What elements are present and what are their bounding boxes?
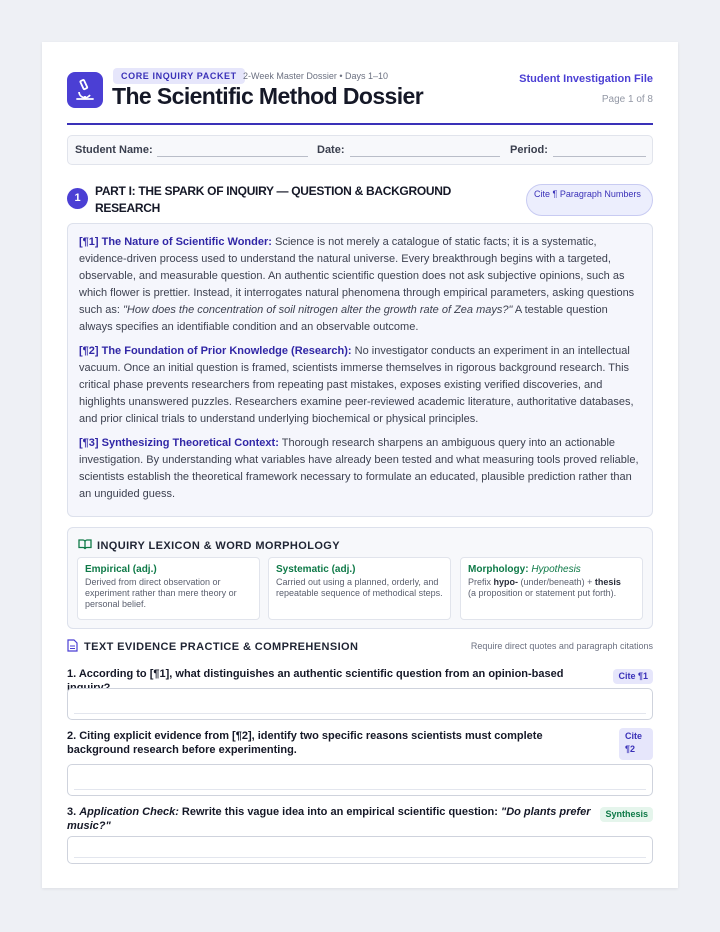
definition-text: (a proposition or statement put forth). bbox=[468, 588, 617, 598]
date-field[interactable] bbox=[350, 156, 500, 157]
lexicon-title: INQUIRY LEXICON & WORD MORPHOLOGY bbox=[97, 539, 340, 552]
term: Empirical (adj.) bbox=[85, 564, 157, 575]
section-header bbox=[67, 183, 653, 219]
paragraph-2 bbox=[79, 343, 641, 428]
student-info-row bbox=[67, 135, 653, 165]
lexicon-card-systematic bbox=[268, 557, 451, 620]
answer-box-3[interactable] bbox=[67, 836, 653, 864]
lexicon-card-empirical bbox=[77, 557, 260, 620]
cite-tag-text: ¶2 bbox=[625, 744, 636, 754]
paragraph-heading: [¶3] Synthesizing Theoretical Context: bbox=[79, 437, 279, 449]
evidence-note: Require direct quotes and paragraph citations bbox=[470, 641, 653, 651]
prefix-root: hypo- bbox=[493, 577, 519, 587]
answer-box-1[interactable] bbox=[67, 688, 653, 720]
paragraph-quote: "How does the concentration of soil nitrogen alter the growth rate of Zea mays?" bbox=[123, 304, 513, 316]
paragraph-1 bbox=[79, 234, 641, 336]
dossier-subtitle: 2-Week Master Dossier • Days 1–10 bbox=[243, 71, 389, 81]
evidence-heading bbox=[67, 639, 358, 655]
morphology-word: Hypothesis bbox=[531, 564, 581, 575]
open-book-icon bbox=[78, 538, 92, 553]
answer-box-2[interactable] bbox=[67, 764, 653, 796]
question-text: Rewrite this vague idea into an empirical scientific question: bbox=[178, 806, 501, 818]
evidence-header bbox=[67, 639, 653, 655]
evidence-title: TEXT EVIDENCE PRACTICE & COMPREHENSION bbox=[84, 641, 359, 653]
file-label: Student Investigation File bbox=[519, 73, 653, 85]
period-field[interactable] bbox=[553, 156, 646, 157]
microscope-icon bbox=[67, 72, 103, 108]
section-title: PART I: THE SPARK OF INQUIRY — QUESTION & BACKGROUND RESEARCH bbox=[95, 184, 451, 215]
paragraph-text: Thorough research sharpens an ambiguous query into an actionable investigation. By understanding what variables have already been tested and what measuring tools proved reliable, scientists establish the theoretical framework necessary to formulate an educated, plausible prediction rather than an unguided guess. bbox=[79, 437, 639, 500]
citation-pill: Cite ¶ Paragraph Numbers bbox=[526, 184, 653, 216]
paragraph-heading: [¶2] The Foundation of Prior Knowledge (Research): bbox=[79, 345, 352, 357]
term bbox=[468, 564, 635, 575]
question-2: 2. Citing explicit evidence from [¶2], identify two specific reasons scientists must complete background research before experimenting. bbox=[67, 730, 543, 756]
definition: Derived from direct observation or experiment rather than mere theory or personal belief. bbox=[85, 577, 237, 609]
period-label: Period: bbox=[510, 144, 548, 156]
cite-tag bbox=[619, 728, 653, 760]
paragraph-heading: [¶1] The Nature of Scientific Wonder: bbox=[79, 236, 272, 248]
question-number: 3. bbox=[67, 806, 80, 818]
paragraph-text: A testable question always specifies an identifiable condition and an observable outcome. bbox=[79, 304, 608, 333]
student-name-label: Student Name: bbox=[75, 144, 153, 156]
term: Systematic (adj.) bbox=[276, 564, 356, 575]
lexicon-card-morphology bbox=[460, 557, 643, 620]
paragraph-3 bbox=[79, 435, 641, 503]
question-3 bbox=[67, 805, 592, 833]
suffix-root: thesis bbox=[594, 577, 621, 587]
synthesis-tag: Synthesis bbox=[600, 807, 653, 822]
morphology-label: Morphology: bbox=[468, 564, 529, 575]
question-1: 1. According to [¶1], what distinguishes an authentic scientific question from an opinion-based bbox=[67, 668, 564, 680]
reading-passage bbox=[67, 223, 653, 517]
student-name-field[interactable] bbox=[157, 156, 308, 157]
cite-tag-text: Cite bbox=[625, 731, 643, 741]
page-number: Page 1 of 8 bbox=[601, 94, 653, 105]
definition: Carried out using a planned, orderly, and repeatable sequence of methodical steps. bbox=[276, 577, 443, 598]
lexicon-panel bbox=[67, 527, 653, 629]
question-label: Application Check: bbox=[79, 806, 179, 818]
definition-text: (under/beneath) + bbox=[518, 577, 595, 587]
answer-line bbox=[74, 713, 646, 714]
date-label: Date: bbox=[317, 144, 345, 156]
header-rule bbox=[67, 123, 653, 125]
cite-tag: Cite ¶1 bbox=[613, 669, 653, 684]
document-icon bbox=[67, 639, 78, 655]
definition-text: Prefix bbox=[468, 577, 494, 587]
section-number: 1 bbox=[67, 188, 88, 209]
worksheet-page bbox=[42, 42, 678, 888]
paragraph-text: Science is not merely a catalogue of static facts; it is a systematic, evidence-driven process used to understand the natural universe. Every breakthrough begins with a targeted, observable, and measurable question. An authentic scientific question does not ask subjective opinions, such as which flower is prettier. Instead, it interrogates natural phenomena through empirical parameters, asking questions such as: bbox=[79, 236, 635, 316]
question-quote: "Do plants prefer music?" bbox=[67, 806, 591, 832]
lexicon-heading bbox=[78, 538, 340, 553]
answer-line bbox=[74, 789, 646, 790]
page-title: The Scientific Method Dossier bbox=[112, 83, 424, 109]
definition bbox=[468, 577, 635, 599]
answer-line bbox=[74, 857, 646, 858]
document-header bbox=[67, 67, 653, 123]
paragraph-text: No investigator conducts an experiment in an intellectual vacuum. Once an initial question is framed, scientists immerse themselves in rigorous background research. This critical phase prevents researchers from repeating past mistakes, exposes existing verified discoveries, and highlights unanswered puzzles. Researchers examine peer-reviewed academic literature, authoritative databases, and prior clinical trials to understand underlying biochemical or physical principles. bbox=[79, 345, 634, 425]
packet-badge: CORE INQUIRY PACKET bbox=[113, 68, 245, 84]
